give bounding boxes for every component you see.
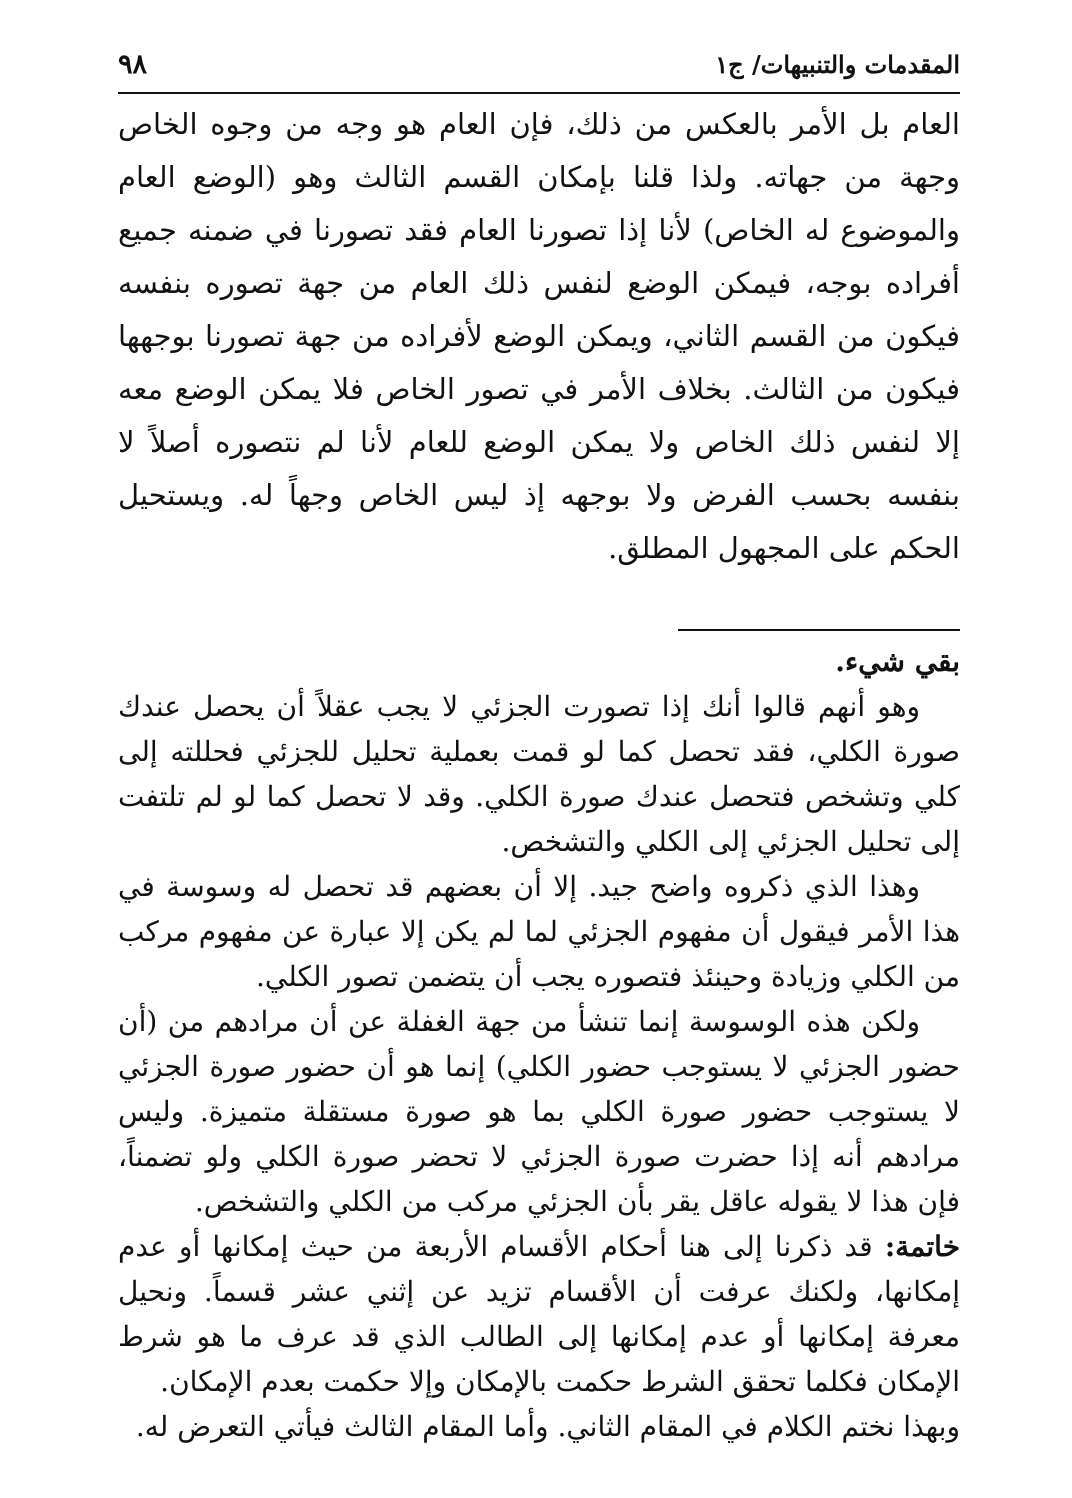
page-number: ٩٨ xyxy=(118,48,148,80)
closing-line: وبهذا نختم الكلام في المقام الثاني. وأما المقام الثالث فيأتي التعرض له. xyxy=(135,1410,960,1443)
page-header xyxy=(118,36,960,94)
footnote-paragraph-1: وهو أنهم قالوا أنك إذا تصورت الجزئي لا يجب عقلاً أن يحصل عندك صورة الكلي، فقد تحصل كما لو قمت بعملية تحليل للجزئي فحللته إلى كلي وتشخص فتحصل عندك صورة الكلي. وقد لا تحصل كما لو لم تلتفت إلى تحليل الجزئي إلى الكلي والتشخص. xyxy=(118,690,960,858)
footnote-paragraph-3: ولكن هذه الوسوسة إنما تنشأ من جهة الغفلة عن أن مرادهم من (أن حضور الجزئي لا يستوجب حضور الكلي) إنما هو أن حضور صورة الجزئي لا يستوجب حضور صورة الكلي بما هو صورة مستقلة متميزة. وليس مرادهم أنه إذا حضرت صورة الجزئي لا تحضر صورة الكلي ولو تضمناً، فإن هذا لا يقوله عاقل يقر بأن الجزئي مركب من الكلي والتشخص. xyxy=(118,1005,960,1218)
page-content xyxy=(118,98,960,1449)
main-text xyxy=(118,98,960,575)
running-title: المقدمات والتنبيهات/ ج١ xyxy=(715,49,960,79)
conclusion-label: خاتمة: xyxy=(884,1230,960,1263)
footnote-heading: بقي شيء. xyxy=(835,645,960,678)
footnote-paragraph-2: وهذا الذي ذكروه واضح جيد. إلا أن بعضهم قد تحصل له وسوسة في هذا الأمر فيقول أن مفهوم الجزئي لما لم يكن إلا عبارة عن مفهوم مركب من الكلي وزيادة وحينئذ فتصوره يجب أن يتضمن تصور الكلي. xyxy=(118,870,960,993)
footnote-separator xyxy=(678,629,960,631)
conclusion-paragraph xyxy=(118,1224,960,1404)
conclusion-text: قد ذكرنا إلى هنا أحكام الأقسام الأربعة من حيث إمكانها أو عدم إمكانها، ولكنك عرفت أن الأقسام تزيد عن إثني عشر قسماً. ونحيل معرفة إمكانها أو عدم إمكانها إلى الطالب الذي قد عرف ما هو شرط الإمكان فكلما تحقق الشرط حكمت بالإمكان وإلا حكمت بعدم الإمكان. xyxy=(118,1230,960,1398)
main-paragraph: العام بل الأمر بالعكس من ذلك، فإن العام هو وجه من وجوه الخاص وجهة من جهاته. ولذا قلنا بإمكان القسم الثالث وهو (الوضع العام والموضوع له الخاص) لأنا إذا تصورنا العام فقد تصورنا في ضمنه جميع أفراده بوجه، فيمكن الوضع لنفس ذلك العام من جهة تصوره بنفسه فيكون من القسم الثاني، ويمكن الوضع لأفراده من جهة تصورنا بوجهها فيكون من الثالث. بخلاف الأمر في تصور الخاص فلا يمكن الوضع معه إلا لنفس ذلك الخاص ولا يمكن الوضع للعام لأنا لم نتصوره أصلاً لا بنفسه بحسب الفرض ولا بوجهه إذ ليس الخاص وجهاً له. ويستحيل الحكم على المجهول المطلق. xyxy=(118,107,960,565)
footnote-section xyxy=(118,639,960,1449)
